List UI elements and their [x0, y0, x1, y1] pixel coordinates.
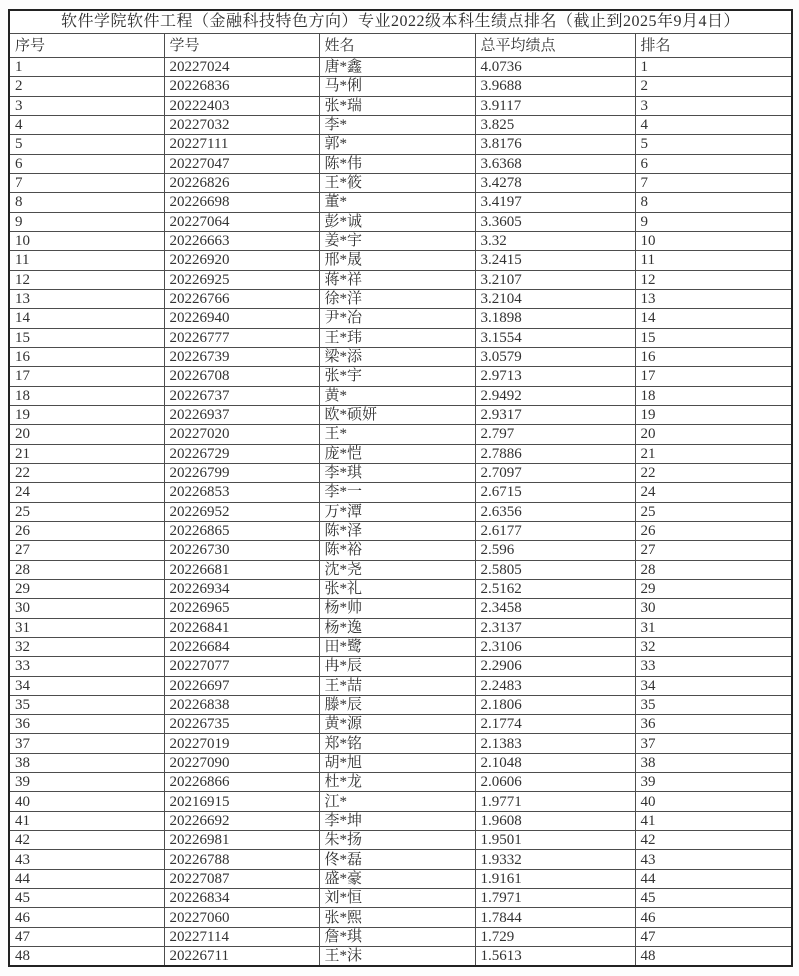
cell-name: 郭* [319, 135, 475, 154]
cell-serial: 25 [9, 502, 164, 521]
cell-name: 唐*鑫 [319, 58, 475, 77]
cell-rank: 40 [635, 792, 792, 811]
cell-student-id: 20227077 [164, 657, 319, 676]
cell-rank: 44 [635, 869, 792, 888]
cell-student-id: 20226730 [164, 541, 319, 560]
cell-name: 陈*泽 [319, 521, 475, 540]
cell-rank: 14 [635, 309, 792, 328]
cell-gpa: 2.5805 [475, 560, 635, 579]
cell-serial: 17 [9, 367, 164, 386]
cell-name: 杨*帅 [319, 599, 475, 618]
cell-student-id: 20226965 [164, 599, 319, 618]
cell-serial: 12 [9, 270, 164, 289]
cell-gpa: 3.2104 [475, 289, 635, 308]
cell-name: 马*俐 [319, 77, 475, 96]
cell-name: 陈*伟 [319, 154, 475, 173]
cell-name: 王*喆 [319, 676, 475, 695]
cell-rank: 7 [635, 173, 792, 192]
cell-student-id: 20226698 [164, 193, 319, 212]
cell-student-id: 20226697 [164, 676, 319, 695]
cell-serial: 20 [9, 425, 164, 444]
cell-rank: 43 [635, 850, 792, 869]
cell-serial: 43 [9, 850, 164, 869]
table-title-row [9, 10, 792, 34]
cell-gpa: 2.6715 [475, 483, 635, 502]
cell-gpa: 2.3106 [475, 637, 635, 656]
cell-gpa: 2.2906 [475, 657, 635, 676]
cell-serial: 8 [9, 193, 164, 212]
col-header-serial: 序号 [9, 34, 164, 58]
table-row [9, 463, 792, 482]
table-row [9, 599, 792, 618]
cell-rank: 28 [635, 560, 792, 579]
cell-rank: 35 [635, 695, 792, 714]
cell-student-id: 20227024 [164, 58, 319, 77]
cell-name: 董* [319, 193, 475, 212]
cell-gpa: 1.9771 [475, 792, 635, 811]
table-row [9, 135, 792, 154]
cell-rank: 15 [635, 328, 792, 347]
cell-gpa: 3.4197 [475, 193, 635, 212]
table-row [9, 618, 792, 637]
cell-gpa: 3.8176 [475, 135, 635, 154]
cell-name: 徐*洋 [319, 289, 475, 308]
cell-gpa: 2.5162 [475, 579, 635, 598]
cell-name: 欧*硕妍 [319, 405, 475, 424]
table-row [9, 425, 792, 444]
table-row [9, 734, 792, 753]
cell-gpa: 2.6177 [475, 521, 635, 540]
cell-rank: 21 [635, 444, 792, 463]
cell-name: 张*宇 [319, 367, 475, 386]
cell-serial: 31 [9, 618, 164, 637]
cell-gpa: 2.7097 [475, 463, 635, 482]
cell-name: 朱*扬 [319, 831, 475, 850]
cell-gpa: 2.596 [475, 541, 635, 560]
cell-rank: 19 [635, 405, 792, 424]
cell-gpa: 2.7886 [475, 444, 635, 463]
cell-name: 王*沫 [319, 947, 475, 967]
table-row [9, 405, 792, 424]
cell-student-id: 20227087 [164, 869, 319, 888]
table-row [9, 444, 792, 463]
table-row [9, 96, 792, 115]
cell-serial: 37 [9, 734, 164, 753]
cell-serial: 36 [9, 715, 164, 734]
cell-gpa: 3.32 [475, 231, 635, 250]
cell-serial: 18 [9, 386, 164, 405]
cell-rank: 27 [635, 541, 792, 560]
cell-name: 王*玮 [319, 328, 475, 347]
cell-gpa: 2.797 [475, 425, 635, 444]
cell-rank: 25 [635, 502, 792, 521]
cell-gpa: 3.1898 [475, 309, 635, 328]
cell-rank: 3 [635, 96, 792, 115]
table-row [9, 386, 792, 405]
cell-name: 李* [319, 115, 475, 134]
cell-student-id: 20226777 [164, 328, 319, 347]
cell-gpa: 3.2415 [475, 251, 635, 270]
cell-rank: 4 [635, 115, 792, 134]
cell-name: 杜*龙 [319, 773, 475, 792]
cell-serial: 42 [9, 831, 164, 850]
cell-serial: 1 [9, 58, 164, 77]
cell-rank: 33 [635, 657, 792, 676]
cell-serial: 35 [9, 695, 164, 714]
cell-student-id: 20226684 [164, 637, 319, 656]
cell-student-id: 20226952 [164, 502, 319, 521]
cell-rank: 36 [635, 715, 792, 734]
cell-name: 尹*冶 [319, 309, 475, 328]
cell-gpa: 1.9161 [475, 869, 635, 888]
cell-rank: 2 [635, 77, 792, 96]
cell-rank: 45 [635, 889, 792, 908]
cell-student-id: 20227064 [164, 212, 319, 231]
cell-rank: 41 [635, 811, 792, 830]
table-title: 软件学院软件工程（金融科技特色方向）专业2022级本科生绩点排名（截止到2025年9月4日） [9, 10, 792, 34]
table-body [9, 58, 792, 967]
cell-rank: 39 [635, 773, 792, 792]
cell-serial: 45 [9, 889, 164, 908]
cell-gpa: 3.4278 [475, 173, 635, 192]
table-row [9, 715, 792, 734]
cell-rank: 46 [635, 908, 792, 927]
cell-student-id: 20226711 [164, 947, 319, 967]
cell-serial: 33 [9, 657, 164, 676]
cell-gpa: 2.1048 [475, 753, 635, 772]
cell-student-id: 20226788 [164, 850, 319, 869]
cell-name: 庞*恺 [319, 444, 475, 463]
cell-student-id: 20216915 [164, 792, 319, 811]
cell-rank: 37 [635, 734, 792, 753]
table-row [9, 115, 792, 134]
cell-gpa: 2.9492 [475, 386, 635, 405]
cell-name: 杨*逸 [319, 618, 475, 637]
cell-name: 胡*旭 [319, 753, 475, 772]
table-header-row [9, 34, 792, 58]
cell-serial: 6 [9, 154, 164, 173]
col-header-name: 姓名 [319, 34, 475, 58]
cell-student-id: 20227019 [164, 734, 319, 753]
cell-rank: 6 [635, 154, 792, 173]
cell-serial: 16 [9, 347, 164, 366]
cell-student-id: 20226841 [164, 618, 319, 637]
cell-serial: 41 [9, 811, 164, 830]
cell-student-id: 20226937 [164, 405, 319, 424]
gpa-ranking-table [8, 9, 793, 967]
cell-serial: 22 [9, 463, 164, 482]
cell-name: 江* [319, 792, 475, 811]
table-row [9, 831, 792, 850]
cell-serial: 10 [9, 231, 164, 250]
cell-name: 王*筱 [319, 173, 475, 192]
table-row [9, 77, 792, 96]
table-row [9, 908, 792, 927]
cell-name: 盛*豪 [319, 869, 475, 888]
cell-name: 刘*恒 [319, 889, 475, 908]
cell-gpa: 3.9688 [475, 77, 635, 96]
table-row [9, 753, 792, 772]
cell-rank: 30 [635, 599, 792, 618]
cell-student-id: 20227090 [164, 753, 319, 772]
cell-student-id: 20226925 [164, 270, 319, 289]
cell-gpa: 1.9501 [475, 831, 635, 850]
cell-student-id: 20226729 [164, 444, 319, 463]
table-row [9, 58, 792, 77]
cell-gpa: 2.1806 [475, 695, 635, 714]
table-row [9, 328, 792, 347]
cell-gpa: 3.2107 [475, 270, 635, 289]
cell-serial: 28 [9, 560, 164, 579]
cell-gpa: 2.0606 [475, 773, 635, 792]
cell-serial: 2 [9, 77, 164, 96]
cell-name: 万*潭 [319, 502, 475, 521]
cell-student-id: 20227032 [164, 115, 319, 134]
cell-student-id: 20226799 [164, 463, 319, 482]
cell-name: 佟*磊 [319, 850, 475, 869]
table-row [9, 773, 792, 792]
cell-gpa: 2.1774 [475, 715, 635, 734]
cell-gpa: 1.5613 [475, 947, 635, 967]
table-row [9, 637, 792, 656]
cell-rank: 9 [635, 212, 792, 231]
cell-student-id: 20226866 [164, 773, 319, 792]
cell-name: 詹*琪 [319, 927, 475, 946]
cell-student-id: 20226920 [164, 251, 319, 270]
cell-gpa: 1.7971 [475, 889, 635, 908]
cell-gpa: 2.9317 [475, 405, 635, 424]
cell-rank: 13 [635, 289, 792, 308]
cell-gpa: 1.7844 [475, 908, 635, 927]
cell-serial: 4 [9, 115, 164, 134]
table-row [9, 483, 792, 502]
cell-rank: 16 [635, 347, 792, 366]
cell-rank: 42 [635, 831, 792, 850]
cell-serial: 32 [9, 637, 164, 656]
cell-rank: 32 [635, 637, 792, 656]
cell-name: 李*一 [319, 483, 475, 502]
cell-serial: 29 [9, 579, 164, 598]
table-row [9, 502, 792, 521]
cell-student-id: 20226681 [164, 560, 319, 579]
cell-name: 陈*裕 [319, 541, 475, 560]
cell-name: 邢*晟 [319, 251, 475, 270]
cell-name: 李*坤 [319, 811, 475, 830]
table-row [9, 521, 792, 540]
cell-gpa: 4.0736 [475, 58, 635, 77]
cell-serial: 19 [9, 405, 164, 424]
cell-rank: 11 [635, 251, 792, 270]
cell-student-id: 20226836 [164, 77, 319, 96]
cell-student-id: 20226826 [164, 173, 319, 192]
table-row [9, 367, 792, 386]
cell-student-id: 20226708 [164, 367, 319, 386]
cell-name: 姜*宇 [319, 231, 475, 250]
cell-name: 田*鹭 [319, 637, 475, 656]
cell-serial: 26 [9, 521, 164, 540]
cell-rank: 22 [635, 463, 792, 482]
cell-serial: 40 [9, 792, 164, 811]
cell-rank: 24 [635, 483, 792, 502]
table-row [9, 657, 792, 676]
cell-serial: 39 [9, 773, 164, 792]
cell-student-id: 20227111 [164, 135, 319, 154]
cell-name: 梁*添 [319, 347, 475, 366]
table-row [9, 560, 792, 579]
table-row [9, 695, 792, 714]
cell-rank: 26 [635, 521, 792, 540]
cell-student-id: 20226739 [164, 347, 319, 366]
cell-gpa: 3.825 [475, 115, 635, 134]
cell-rank: 1 [635, 58, 792, 77]
cell-serial: 30 [9, 599, 164, 618]
cell-rank: 29 [635, 579, 792, 598]
cell-student-id: 20226735 [164, 715, 319, 734]
cell-serial: 11 [9, 251, 164, 270]
cell-serial: 34 [9, 676, 164, 695]
cell-student-id: 20226934 [164, 579, 319, 598]
cell-student-id: 20226737 [164, 386, 319, 405]
cell-student-id: 20226838 [164, 695, 319, 714]
cell-gpa: 3.6368 [475, 154, 635, 173]
cell-name: 滕*辰 [319, 695, 475, 714]
cell-rank: 17 [635, 367, 792, 386]
cell-serial: 7 [9, 173, 164, 192]
cell-gpa: 3.3605 [475, 212, 635, 231]
cell-student-id: 20226940 [164, 309, 319, 328]
table-row [9, 173, 792, 192]
cell-name: 蒋*祥 [319, 270, 475, 289]
cell-student-id: 20226865 [164, 521, 319, 540]
cell-serial: 27 [9, 541, 164, 560]
table-row [9, 579, 792, 598]
table-row [9, 947, 792, 967]
cell-rank: 20 [635, 425, 792, 444]
cell-serial: 21 [9, 444, 164, 463]
cell-rank: 34 [635, 676, 792, 695]
cell-name: 沈*尧 [319, 560, 475, 579]
cell-rank: 8 [635, 193, 792, 212]
table-row [9, 289, 792, 308]
cell-gpa: 1.9332 [475, 850, 635, 869]
cell-serial: 44 [9, 869, 164, 888]
cell-name: 李*琪 [319, 463, 475, 482]
cell-gpa: 2.3458 [475, 599, 635, 618]
col-header-student-id: 学号 [164, 34, 319, 58]
table-row [9, 811, 792, 830]
cell-name: 郑*铭 [319, 734, 475, 753]
table-row [9, 231, 792, 250]
cell-serial: 48 [9, 947, 164, 967]
cell-student-id: 20226853 [164, 483, 319, 502]
table-row [9, 676, 792, 695]
cell-gpa: 1.9608 [475, 811, 635, 830]
cell-gpa: 3.9117 [475, 96, 635, 115]
cell-serial: 5 [9, 135, 164, 154]
cell-gpa: 2.9713 [475, 367, 635, 386]
cell-serial: 15 [9, 328, 164, 347]
cell-serial: 3 [9, 96, 164, 115]
table-row [9, 541, 792, 560]
cell-name: 黄* [319, 386, 475, 405]
table-row [9, 193, 792, 212]
col-header-rank: 排名 [635, 34, 792, 58]
table-row [9, 251, 792, 270]
cell-name: 王* [319, 425, 475, 444]
cell-rank: 47 [635, 927, 792, 946]
cell-gpa: 3.1554 [475, 328, 635, 347]
cell-serial: 13 [9, 289, 164, 308]
cell-rank: 10 [635, 231, 792, 250]
cell-name: 张*礼 [319, 579, 475, 598]
table-row [9, 154, 792, 173]
cell-gpa: 2.1383 [475, 734, 635, 753]
cell-serial: 47 [9, 927, 164, 946]
cell-student-id: 20227047 [164, 154, 319, 173]
cell-serial: 14 [9, 309, 164, 328]
cell-student-id: 20227060 [164, 908, 319, 927]
cell-student-id: 20226766 [164, 289, 319, 308]
table-row [9, 869, 792, 888]
table-row [9, 212, 792, 231]
cell-student-id: 20226663 [164, 231, 319, 250]
cell-rank: 12 [635, 270, 792, 289]
cell-gpa: 1.729 [475, 927, 635, 946]
cell-gpa: 3.0579 [475, 347, 635, 366]
cell-student-id: 20227020 [164, 425, 319, 444]
cell-serial: 46 [9, 908, 164, 927]
cell-student-id: 20226981 [164, 831, 319, 850]
table-row [9, 850, 792, 869]
cell-serial: 24 [9, 483, 164, 502]
cell-serial: 38 [9, 753, 164, 772]
cell-serial: 9 [9, 212, 164, 231]
cell-student-id: 20226692 [164, 811, 319, 830]
cell-student-id: 20227114 [164, 927, 319, 946]
cell-rank: 38 [635, 753, 792, 772]
cell-name: 张*瑞 [319, 96, 475, 115]
cell-rank: 48 [635, 947, 792, 967]
cell-name: 冉*辰 [319, 657, 475, 676]
cell-name: 黄*源 [319, 715, 475, 734]
cell-rank: 5 [635, 135, 792, 154]
cell-student-id: 20226834 [164, 889, 319, 908]
cell-rank: 18 [635, 386, 792, 405]
cell-gpa: 2.3137 [475, 618, 635, 637]
col-header-gpa: 总平均绩点 [475, 34, 635, 58]
table-row [9, 347, 792, 366]
table-row [9, 927, 792, 946]
cell-name: 张*熙 [319, 908, 475, 927]
cell-student-id: 20222403 [164, 96, 319, 115]
cell-name: 彭*诚 [319, 212, 475, 231]
cell-gpa: 2.6356 [475, 502, 635, 521]
table-row [9, 792, 792, 811]
cell-gpa: 2.2483 [475, 676, 635, 695]
table-row [9, 309, 792, 328]
cell-rank: 31 [635, 618, 792, 637]
table-row [9, 270, 792, 289]
table-row [9, 889, 792, 908]
